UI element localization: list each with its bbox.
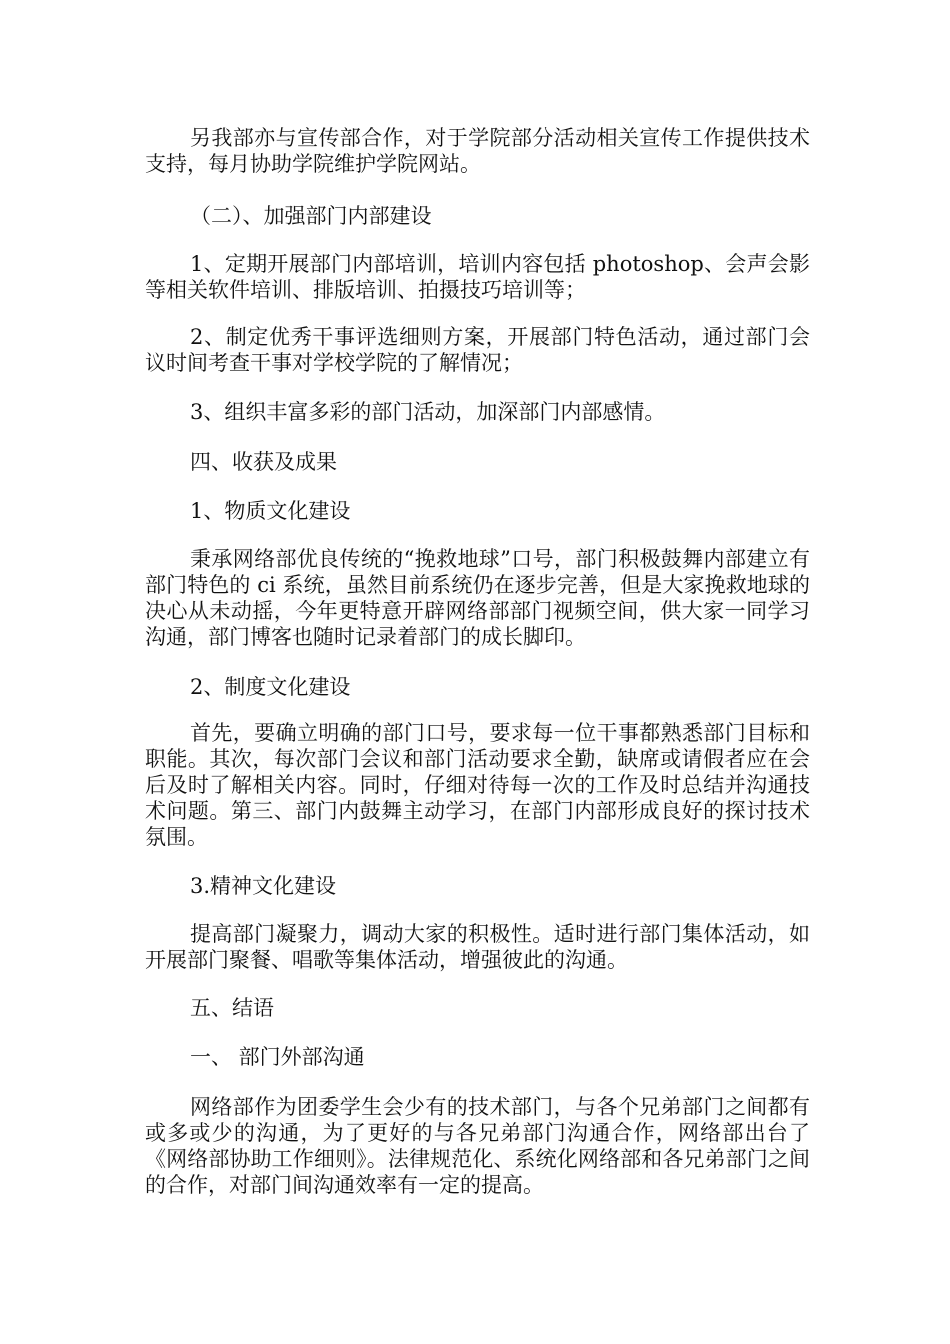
paragraph-activities: 3、组织丰富多彩的部门活动，加深部门内部感情。 [190, 400, 666, 424]
heading-external-communication: 一、 部门外部沟通 [190, 1045, 365, 1069]
paragraph-evaluation: 2、制定优秀干事评选细则方案，开展部门特色活动，通过部门会议时间考查干事对学校学院的了解情况； [145, 325, 810, 375]
heading-achievements: 四、收获及成果 [190, 450, 337, 474]
paragraph-spirit-culture: 提高部门凝聚力，调动大家的积极性。适时进行部门集体活动，如开展部门聚餐、唱歌等集体活动，增强彼此的沟通。 [145, 922, 810, 972]
paragraph-training: 1、定期开展部门内部培训，培训内容包括 photoshop、会声会影等相关软件培训、排版培训、拍摄技巧培训等； [145, 252, 810, 302]
heading-system-culture: 2、制度文化建设 [190, 675, 351, 699]
paragraph-external-communication: 网络部作为团委学生会少有的技术部门，与各个兄弟部门之间都有或多或少的沟通，为了更好的与各兄弟部门沟通合作，网络部出台了《网络部协助工作细则》。法律规范化、系统化网络部和各兄弟部门之间的合作，对部门间沟通效率有一定的提高。 [145, 1095, 810, 1197]
heading-spirit-culture: 3.精神文化建设 [190, 874, 337, 898]
heading-internal-construction: （二）、加强部门内部建设 [190, 204, 432, 228]
paragraph-material-culture: 秉承网络部优良传统的“挽救地球”口号，部门积极鼓舞内部建立有部门特色的 ci 系统，虽然目前系统仍在逐步完善，但是大家挽救地球的决心从未动摇，今年更特意开辟网络部部门视频空间，供大家一同学习沟通，部门博客也随时记录着部门的成长脚印。 [145, 547, 810, 649]
heading-conclusion: 五、结语 [190, 996, 274, 1020]
paragraph-system-culture: 首先，要确立明确的部门口号，要求每一位干事都熟悉部门目标和职能。其次，每次部门会议和部门活动要求全勤，缺席或请假者应在会后及时了解相关内容。同时，仔细对待每一次的工作及时总结并沟通技术问题。第三、部门内鼓舞主动学习，在部门内部形成良好的探讨技术氛围。 [145, 721, 810, 849]
paragraph-publicity-cooperation: 另我部亦与宣传部合作，对于学院部分活动相关宣传工作提供技术支持，每月协助学院维护学院网站。 [145, 126, 810, 176]
heading-material-culture: 1、物质文化建设 [190, 499, 351, 523]
